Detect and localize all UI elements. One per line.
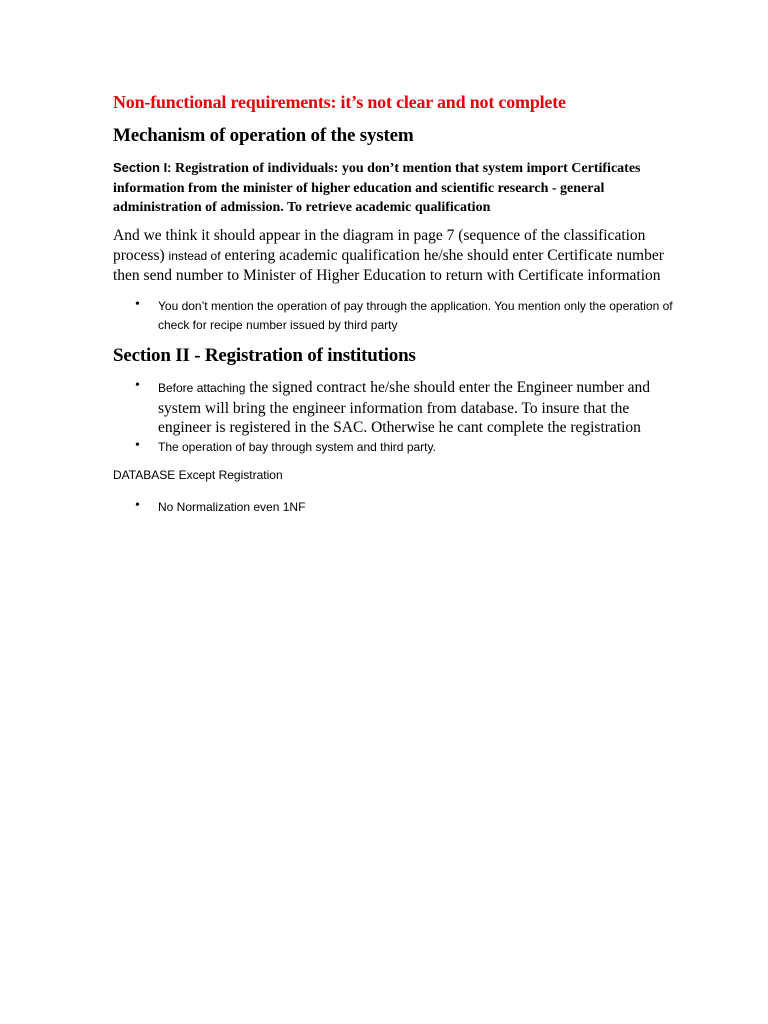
diagram-paragraph-part2: entering academic qualification he/she should enter Certificate number then send number to Minister of Higher Education to return with Certificate information	[113, 246, 664, 284]
bullet-icon: •	[135, 297, 140, 312]
bullet-icon: •	[135, 438, 140, 453]
list-item	[135, 297, 675, 337]
database-label: DATABASE Except Registration	[113, 468, 283, 482]
diagram-paragraph-part1: And we think it should appear in the diagram in page 7 (sequence of the classification process)	[113, 227, 646, 264]
section1-text: Registration of individuals: you don’t mention that system import Certificates information from the minister of higher education and scientific research - general administration of admission. To retrieve academic qualification	[113, 161, 641, 215]
section1-paragraph	[113, 158, 673, 218]
bullet-icon: •	[135, 378, 140, 393]
bullet-bay-text: The operation of bay through system and third party.	[158, 440, 436, 454]
bullet-engineer-text	[158, 378, 678, 438]
bullet-pay-text: You don’t mention the operation of pay through the application. You mention only the operation of check for recipe number issued by third party	[158, 299, 673, 332]
bullet-engineer-inline: Before attaching	[158, 381, 246, 395]
section1-lead: Section I:	[113, 160, 172, 175]
diagram-paragraph-inline: instead of	[168, 248, 221, 263]
list-item	[135, 378, 675, 438]
list-item	[135, 498, 675, 518]
bullet-icon: •	[135, 498, 140, 513]
section2-heading: Section II - Registration of institutions	[113, 345, 416, 366]
bullet-normalization-text: No Normalization even 1NF	[158, 500, 306, 514]
nonfunctional-heading: Non-functional requirements: it’s not clear and not complete	[113, 92, 566, 112]
mechanism-heading: Mechanism of operation of the system	[113, 125, 414, 146]
list-item	[135, 438, 675, 458]
bullet-engineer-body: the signed contract he/she should enter the Engineer number and system will bring the engineer information from database. To insure that the engineer is registered in the SAC. Otherwise he cant complete the registration	[158, 379, 650, 436]
diagram-paragraph	[113, 226, 673, 286]
